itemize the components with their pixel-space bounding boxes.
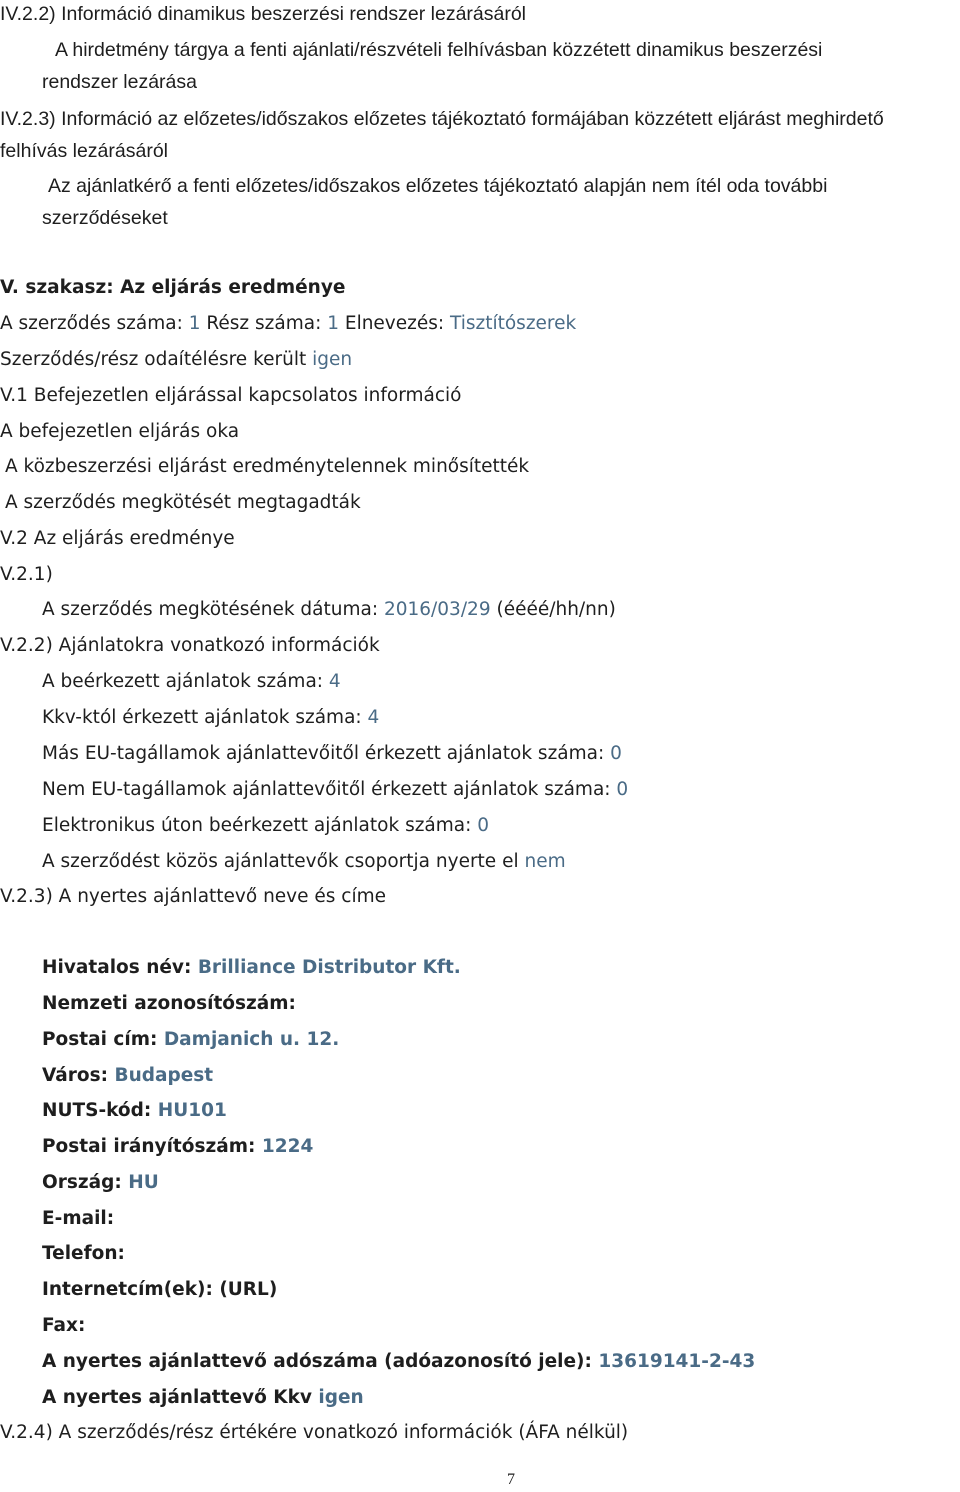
contract-date-format: (éééé/hh/nn) <box>496 599 616 620</box>
offers-value: nem <box>524 851 566 872</box>
winner-label: Postai cím: <box>42 1029 158 1050</box>
name-label: Elnevezés: <box>344 313 445 334</box>
section-iv23-title-line1: IV.2.3) Információ az előzetes/időszakos előzetes tájékoztató formájában közzétett eljárást meghirdető <box>0 108 884 130</box>
offers-row <box>42 814 489 838</box>
winner-value: Budapest <box>114 1065 214 1086</box>
section-v22-title: V.2.2) Ajánlatokra vonatkozó információk <box>0 635 380 656</box>
winner-row <box>42 1207 114 1231</box>
winner-label: Internetcím(ek): (URL) <box>42 1279 278 1300</box>
contract-number-label: A szerződés száma: <box>0 313 183 334</box>
winner-value: Damjanich u. 12. <box>163 1029 340 1050</box>
winner-row <box>42 956 461 980</box>
awarded-label: Szerződés/rész odaítélésre került <box>0 349 307 370</box>
part-number-label: Rész száma: <box>206 313 322 334</box>
winner-label: Fax: <box>42 1315 86 1336</box>
winner-label: Város: <box>42 1065 109 1086</box>
winner-label: A nyertes ajánlattevő adószáma (adóazonosító jele): <box>42 1351 592 1372</box>
contract-date-label: A szerződés megkötésének dátuma: <box>42 599 379 620</box>
offers-value: 0 <box>616 779 629 800</box>
winner-row <box>42 1099 227 1123</box>
section-v2-title: V.2 Az eljárás eredménye <box>0 528 235 549</box>
winner-value: 1224 <box>261 1136 314 1157</box>
v1-option-unsuccessful: A közbeszerzési eljárást eredménytelennek minősítették <box>5 456 530 477</box>
section-v24-title: V.2.4) A szerződés/rész értékére vonatkozó információk (ÁFA nélkül) <box>0 1422 629 1443</box>
winner-label: Hivatalos név: <box>42 957 192 978</box>
offers-label: Kkv-któl érkezett ajánlatok száma: <box>42 707 362 728</box>
offers-row <box>42 778 628 802</box>
iv23-text-line2: szerződéseket <box>42 207 168 229</box>
offers-label: Más EU-tagállamok ajánlattevőitől érkezett ajánlatok száma: <box>42 743 605 764</box>
offers-value: 0 <box>477 815 490 836</box>
winner-row <box>42 1171 159 1195</box>
winner-label: Nemzeti azonosítószám: <box>42 993 296 1014</box>
winner-label: Postai irányítószám: <box>42 1136 256 1157</box>
winner-label: E-mail: <box>42 1208 115 1229</box>
winner-label: A nyertes ajánlattevő Kkv <box>42 1387 312 1408</box>
winner-label: Telefon: <box>42 1243 125 1264</box>
offers-label: A szerződést közös ajánlattevők csoportja nyerte el <box>42 851 519 872</box>
section-v1-title: V.1 Befejezetlen eljárással kapcsolatos információ <box>0 385 462 406</box>
section-v23-title: V.2.3) A nyertes ajánlattevő neve és címe <box>0 886 387 907</box>
contract-info-row <box>0 312 576 336</box>
offers-label: A beérkezett ajánlatok száma: <box>42 671 324 692</box>
winner-row <box>42 1064 213 1088</box>
iv23-text-line1: Az ajánlatkérő a fenti előzetes/időszakos előzetes tájékoztató alapján nem ítél oda további <box>48 175 828 197</box>
winner-value: HU <box>128 1172 159 1193</box>
name-value: Tisztítószerek <box>450 313 577 334</box>
section-v-title: V. szakasz: Az eljárás eredménye <box>0 277 346 298</box>
section-iv23-title-line2: felhívás lezárásáról <box>0 140 168 162</box>
offers-label: Elektronikus úton beérkezett ajánlatok száma: <box>42 815 472 836</box>
v1-reason-label: A befejezetlen eljárás oka <box>0 421 240 442</box>
iv22-text-line2: rendszer lezárása <box>42 71 197 93</box>
offers-row <box>42 706 379 730</box>
winner-label: Ország: <box>42 1172 122 1193</box>
iv22-text-line1: A hirdetmény tárgya a fenti ajánlati/részvételi felhívásban közzétett dinamikus beszerzési <box>55 39 823 61</box>
winner-label: NUTS-kód: <box>42 1100 152 1121</box>
offers-row <box>42 850 566 874</box>
winner-row <box>42 1028 339 1052</box>
offers-value: 4 <box>328 671 341 692</box>
awarded-value: igen <box>312 349 353 370</box>
section-v21-title: V.2.1) <box>0 564 53 585</box>
section-iv22-title: IV.2.2) Információ dinamikus beszerzési rendszer lezárásáról <box>0 3 527 25</box>
winner-value: HU101 <box>157 1100 227 1121</box>
offers-value: 4 <box>367 707 380 728</box>
part-number-value: 1 <box>327 313 339 334</box>
contract-number-value: 1 <box>188 313 201 334</box>
winner-row <box>42 1242 125 1266</box>
awarded-row <box>0 348 352 372</box>
page-number: 7 <box>507 1471 515 1488</box>
winner-row <box>42 1278 277 1302</box>
v1-option-refused: A szerződés megkötését megtagadták <box>5 492 361 513</box>
winner-row <box>42 992 296 1016</box>
winner-value: 13619141-2-43 <box>598 1351 756 1372</box>
winner-row <box>42 1350 755 1374</box>
contract-date-row <box>42 598 616 622</box>
winner-row <box>42 1135 313 1159</box>
winner-row <box>42 1314 85 1338</box>
offers-value: 0 <box>610 743 622 764</box>
offers-label: Nem EU-tagállamok ajánlattevőitől érkezett ajánlatok száma: <box>42 779 611 800</box>
winner-value: Brilliance Distributor Kft. <box>197 957 461 978</box>
winner-row <box>42 1386 364 1410</box>
offers-row <box>42 742 622 766</box>
contract-date-value: 2016/03/29 <box>383 599 491 620</box>
offers-row <box>42 670 341 694</box>
winner-value: igen <box>318 1387 364 1408</box>
